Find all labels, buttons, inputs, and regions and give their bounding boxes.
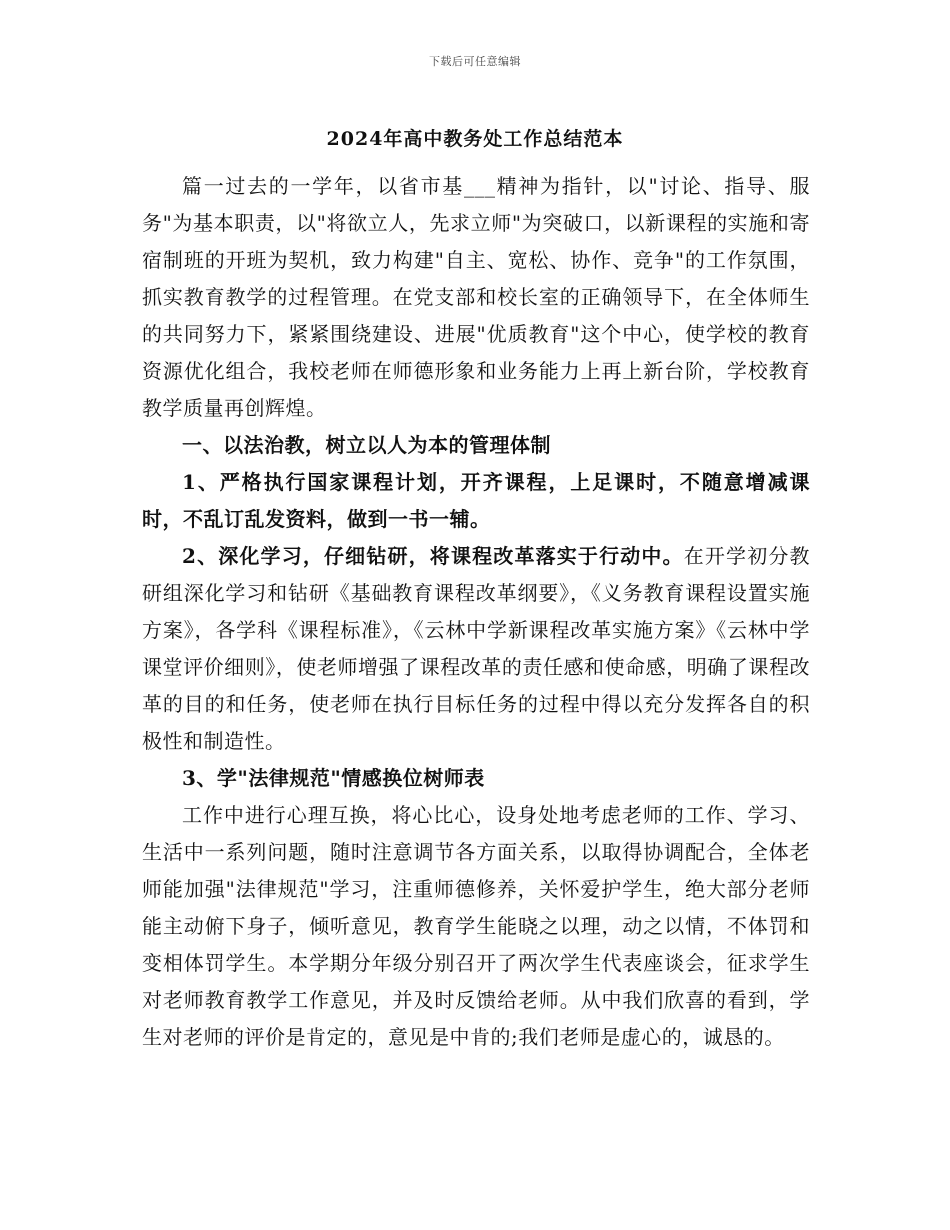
item-1-paragraph — [142, 464, 810, 538]
item-3-heading-text: 3、学"法律规范"情感换位树师表 — [182, 766, 485, 790]
item-3-paragraph — [142, 797, 810, 1056]
document-title: 2024年高中教务处工作总结范本 — [326, 128, 624, 150]
intro-paragraph-text: 篇一过去的一学年，以省市基___精神为指针，以"讨论、指导、服务"为基本职责，以"将欲立人，先求立师"为突破口，以新课程的实施和寄宿制班的开班为契机，致力构建"自主、宽松、协作、竞争"的工作氛围，抓实教育教学的过程管理。在党支部和校长室的正确领导下，在全体师生的共同努力下，紧紧围绕建设、进展"优质教育"这个中心，使学校的教育资源优化组合，我校老师在师德形象和业务能力上再上新台阶，学校教育教学质量再创辉煌。 — [142, 174, 810, 420]
section-heading-1 — [142, 427, 810, 464]
section-heading-1-text: 一、以法治教，树立以人为本的管理体制 — [182, 433, 551, 457]
item-2-heading: 2、深化学习，仔细钻研，将课程改革落实于行动中。 — [182, 544, 684, 568]
intro-paragraph — [142, 168, 810, 427]
item-2-paragraph — [142, 538, 810, 760]
header-note: 下载后可任意编辑 — [429, 55, 521, 68]
item-3-heading — [142, 760, 810, 797]
document-body — [142, 168, 810, 1056]
item-3-text: 工作中进行心理互换，将心比心，设身处地考虑老师的工作、学习、生活中一系列问题，随时注意调节各方面关系，以取得协调配合，全体老师能加强"法律规范"学习，注重师德修养，关怀爱护学生，绝大部分老师能主动俯下身子，倾听意见，教育学生能晓之以理，动之以情，不体罚和变相体罚学生。本学期分年级分别召开了两次学生代表座谈会，征求学生对老师教育教学工作意见，并及时反馈给老师。从中我们欣喜的看到，学生对老师的评价是肯定的，意见是中肯的;我们老师是虚心的，诚恳的。 — [142, 803, 810, 1049]
item-2-text: 在开学初分教研组深化学习和钻研《基础教育课程改革纲要》，《义务教育课程设置实施方案》，各学科《课程标准》，《云林中学新课程改革实施方案》《云林中学课堂评价细则》，使老师增强了课程改革的责任感和使命感，明确了课程改革的目的和任务，使老师在执行目标任务的过程中得以充分发挥各自的积极性和制造性。 — [142, 544, 811, 753]
item-1-text: 1、严格执行国家课程计划，开齐课程，上足课时，不随意增减课时，不乱订乱发资料，做到一书一辅。 — [142, 470, 810, 531]
